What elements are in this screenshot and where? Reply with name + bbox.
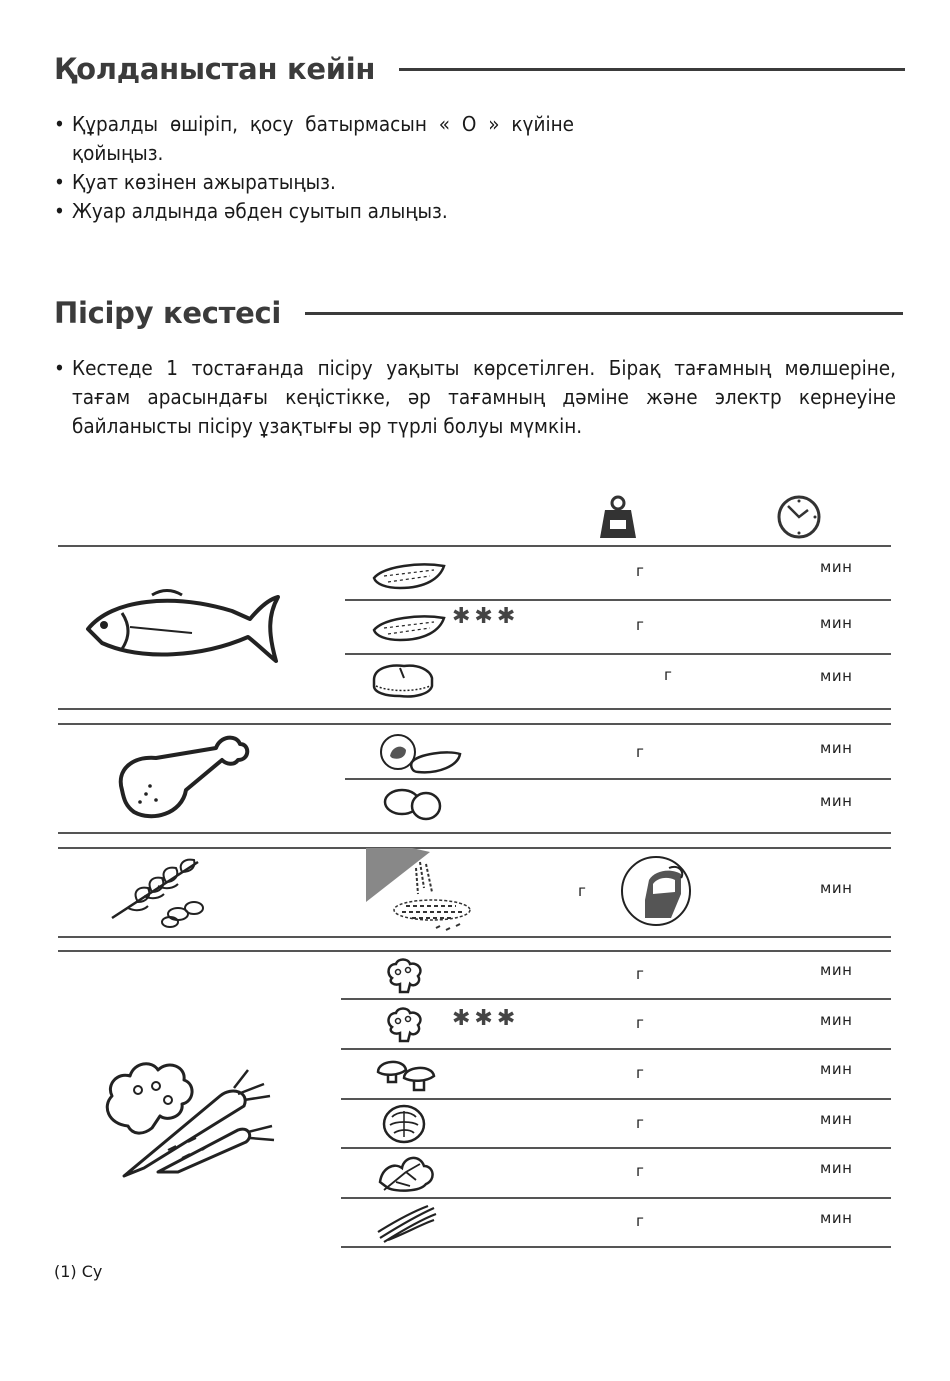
section-title: Қолданыстан кейін bbox=[54, 52, 376, 86]
weight-unit: г bbox=[636, 562, 645, 580]
weight-unit: г bbox=[636, 965, 645, 983]
weight-unit: г bbox=[636, 616, 645, 634]
table-rule bbox=[341, 998, 891, 1000]
cooking-note-list bbox=[54, 354, 896, 441]
frozen-fish-fillet-icon bbox=[370, 610, 448, 644]
table-rule bbox=[58, 936, 891, 938]
time-unit: мин bbox=[820, 1209, 853, 1227]
list-item: • Қуат көзінен ажыратыңыз. bbox=[54, 168, 574, 197]
water-jug-icon bbox=[619, 854, 693, 928]
list-item: • Кестеде 1 тостағанда пісіру уақыты көрсетілген. Бірақ тағамның мөлшеріне, тағам арасындағы кеңістікке, әр тағамның дәміне және электр кернеуіне байланысты пісіру ұзақтығы әр түрлі болуы мүмкін. bbox=[54, 354, 896, 441]
footnote: (1) Су bbox=[54, 1262, 103, 1281]
weight-unit: г bbox=[578, 882, 587, 900]
eggs-icon bbox=[382, 786, 444, 822]
frozen-mark: ✱✱✱ bbox=[452, 604, 520, 629]
table-rule bbox=[58, 708, 891, 710]
frozen-broccoli-icon bbox=[384, 1005, 426, 1043]
time-unit: мин bbox=[820, 558, 853, 576]
weight-icon bbox=[597, 494, 639, 540]
vegetables-icon bbox=[98, 1046, 278, 1180]
heading-rule bbox=[399, 68, 905, 71]
section-heading-after-use bbox=[54, 52, 905, 86]
table-rule bbox=[341, 1246, 891, 1248]
table-rule bbox=[345, 778, 891, 780]
list-item: • Құралды өшіріп, қосу батырмасын « O » күйіне қойыңыз. bbox=[54, 110, 574, 168]
wheat-icon bbox=[108, 856, 218, 928]
fish-fillet-icon bbox=[370, 558, 448, 592]
table-rule bbox=[341, 1197, 891, 1199]
table-rule bbox=[341, 1048, 891, 1050]
weight-unit: г bbox=[636, 1014, 645, 1032]
time-unit: мин bbox=[820, 792, 853, 810]
frozen-mark: ✱✱✱ bbox=[452, 1006, 520, 1031]
time-unit: мин bbox=[820, 961, 853, 979]
weight-unit: г bbox=[636, 1114, 645, 1132]
mushrooms-icon bbox=[374, 1056, 436, 1092]
chicken-fillet-icon bbox=[378, 732, 464, 776]
fish-icon bbox=[82, 585, 282, 671]
time-unit: мин bbox=[820, 1159, 853, 1177]
fish-steak-icon bbox=[370, 660, 436, 700]
clock-icon bbox=[776, 494, 822, 540]
spinach-icon bbox=[376, 1152, 438, 1194]
weight-unit: г bbox=[636, 1064, 645, 1082]
time-unit: мин bbox=[820, 739, 853, 757]
weight-unit: г bbox=[636, 1212, 645, 1230]
time-unit: мин bbox=[820, 1060, 853, 1078]
section-title: Пісіру кестесі bbox=[54, 296, 282, 330]
table-rule bbox=[341, 1098, 891, 1100]
list-item: • Жуар алдында әбден суытып алыңыз. bbox=[54, 197, 574, 226]
weight-unit: г bbox=[636, 1162, 645, 1180]
green-beans-icon bbox=[376, 1204, 438, 1244]
table-rule bbox=[58, 723, 891, 725]
table-rule bbox=[58, 950, 891, 952]
rice-icon bbox=[366, 848, 476, 934]
time-unit: мин bbox=[820, 1011, 853, 1029]
after-use-list bbox=[54, 110, 574, 226]
table-rule bbox=[58, 832, 891, 834]
time-unit: мин bbox=[820, 667, 853, 685]
time-unit: мин bbox=[820, 879, 853, 897]
broccoli-icon bbox=[384, 956, 426, 994]
table-rule bbox=[58, 545, 891, 547]
heading-rule bbox=[305, 312, 903, 315]
time-unit: мин bbox=[820, 614, 853, 632]
table-rule bbox=[341, 1147, 891, 1149]
cabbage-icon bbox=[380, 1103, 428, 1145]
weight-unit: г bbox=[664, 666, 673, 684]
section-heading-cooking-table bbox=[54, 296, 903, 330]
table-rule bbox=[345, 599, 891, 601]
table-rule bbox=[345, 653, 891, 655]
time-unit: мин bbox=[820, 1110, 853, 1128]
weight-unit: г bbox=[636, 743, 645, 761]
chicken-leg-icon bbox=[112, 730, 252, 822]
